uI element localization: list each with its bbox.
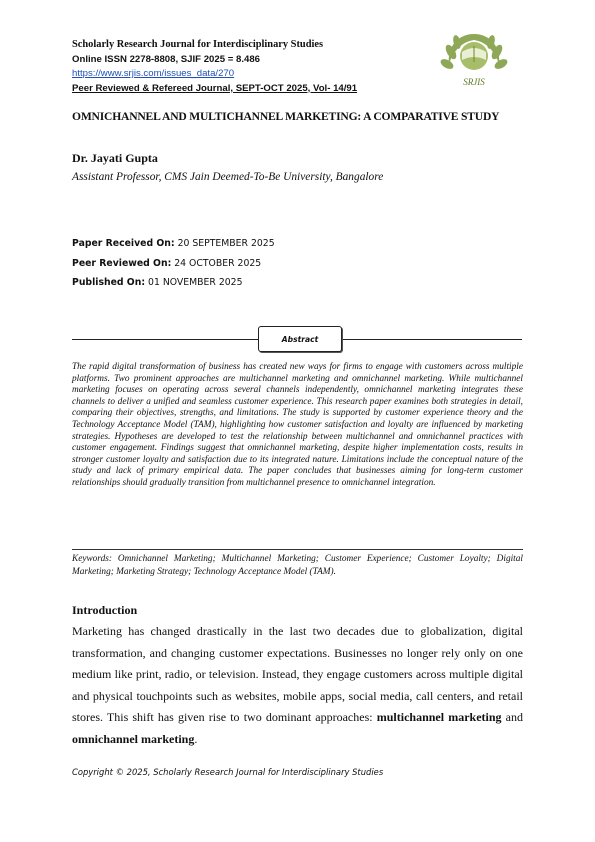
received-date: Paper Received On: 20 SEPTEMBER 2025	[72, 238, 275, 249]
logo-text: SRJIS	[463, 77, 485, 87]
copyright-footer: Copyright © 2025, Scholarly Research Journal for Interdisciplinary Studies	[72, 767, 384, 777]
author-affiliation: Assistant Professor, CMS Jain Deemed-To-Be University, Bangalore	[72, 171, 384, 183]
issue-link[interactable]: https://www.srjis.com/issues_data/270	[72, 68, 235, 80]
term-multichannel: multichannel marketing	[376, 710, 502, 725]
paper-title: OMNICHANNEL AND MULTICHANNEL MARKETING: A COMPARATIVE STUDY	[72, 110, 500, 123]
journal-header	[72, 38, 432, 96]
introduction-text: Marketing has changed drastically in the last two decades due to globalization, digital transformation, and changing customer expectations. Businesses no longer rely only on one medium like print, radio, or television. Instead, they engage customers across multiple digital and physical touchpoints such as websites, mobile apps, social media, call centers, and retail stores. This shift has given rise to two dominant approaches: multichannel marketing and omnichannel marketing.	[72, 624, 524, 746]
keywords: Keywords: Omnichannel Marketing; Multichannel Marketing; Customer Experience; Customer Loyalty; Digital Marketing; Marketing Strategy; Technology Acceptance Model (TAM).	[72, 554, 523, 577]
reviewed-date: Peer Reviewed On: 24 OCTOBER 2025	[72, 257, 262, 269]
issn-line: Online ISSN 2278-8808, SJIF 2025 = 8.486	[72, 53, 260, 65]
journal-name: Scholarly Research Journal for Interdisciplinary Studies	[72, 39, 324, 50]
author-name: Dr. Jayati Gupta	[72, 151, 158, 165]
publication-dates	[72, 234, 275, 293]
abstract-text: The rapid digital transformation of business has created new ways for firms to engage with customers across multiple platforms. Two prominent approaches are multichannel marketing and omnichannel marketing. While multichannel marketing focuses on operating across several channels independently, omnichannel marketing integrates these channels to deliver a unified and seamless customer experience. This research paper examines both strategies in detail, comparing their objectives, strengths, and limitations. The study is supported by customer experience theory and the Technology Acceptance Model (TAM), highlighting how customer satisfaction and loyalty are influenced by marketing strategies. Hypotheses are developed to test the relationship between multichannel and omnichannel practices with customer engagement. Findings suggest that omnichannel marketing, despite higher implementation costs, results in stronger customer loyalty and satisfaction due to its integrated nature. Limitations include the conceptual nature of the study and lack of primary empirical data. The paper concludes that businesses aiming for long-term customer relationships should gradually transition from multichannel presence to omnichannel integration.	[72, 362, 523, 488]
peer-review-line: Peer Reviewed & Refereed Journal, SEPT-OCT 2025, Vol- 14/91	[72, 82, 358, 94]
published-date: Published On: 01 NOVEMBER 2025	[72, 277, 243, 289]
term-omnichannel: omnichannel marketing	[72, 731, 195, 746]
introduction-heading: Introduction	[72, 603, 138, 617]
journal-logo	[437, 28, 511, 90]
keywords-divider	[72, 549, 523, 550]
abstract-label: Abstract	[258, 326, 342, 352]
